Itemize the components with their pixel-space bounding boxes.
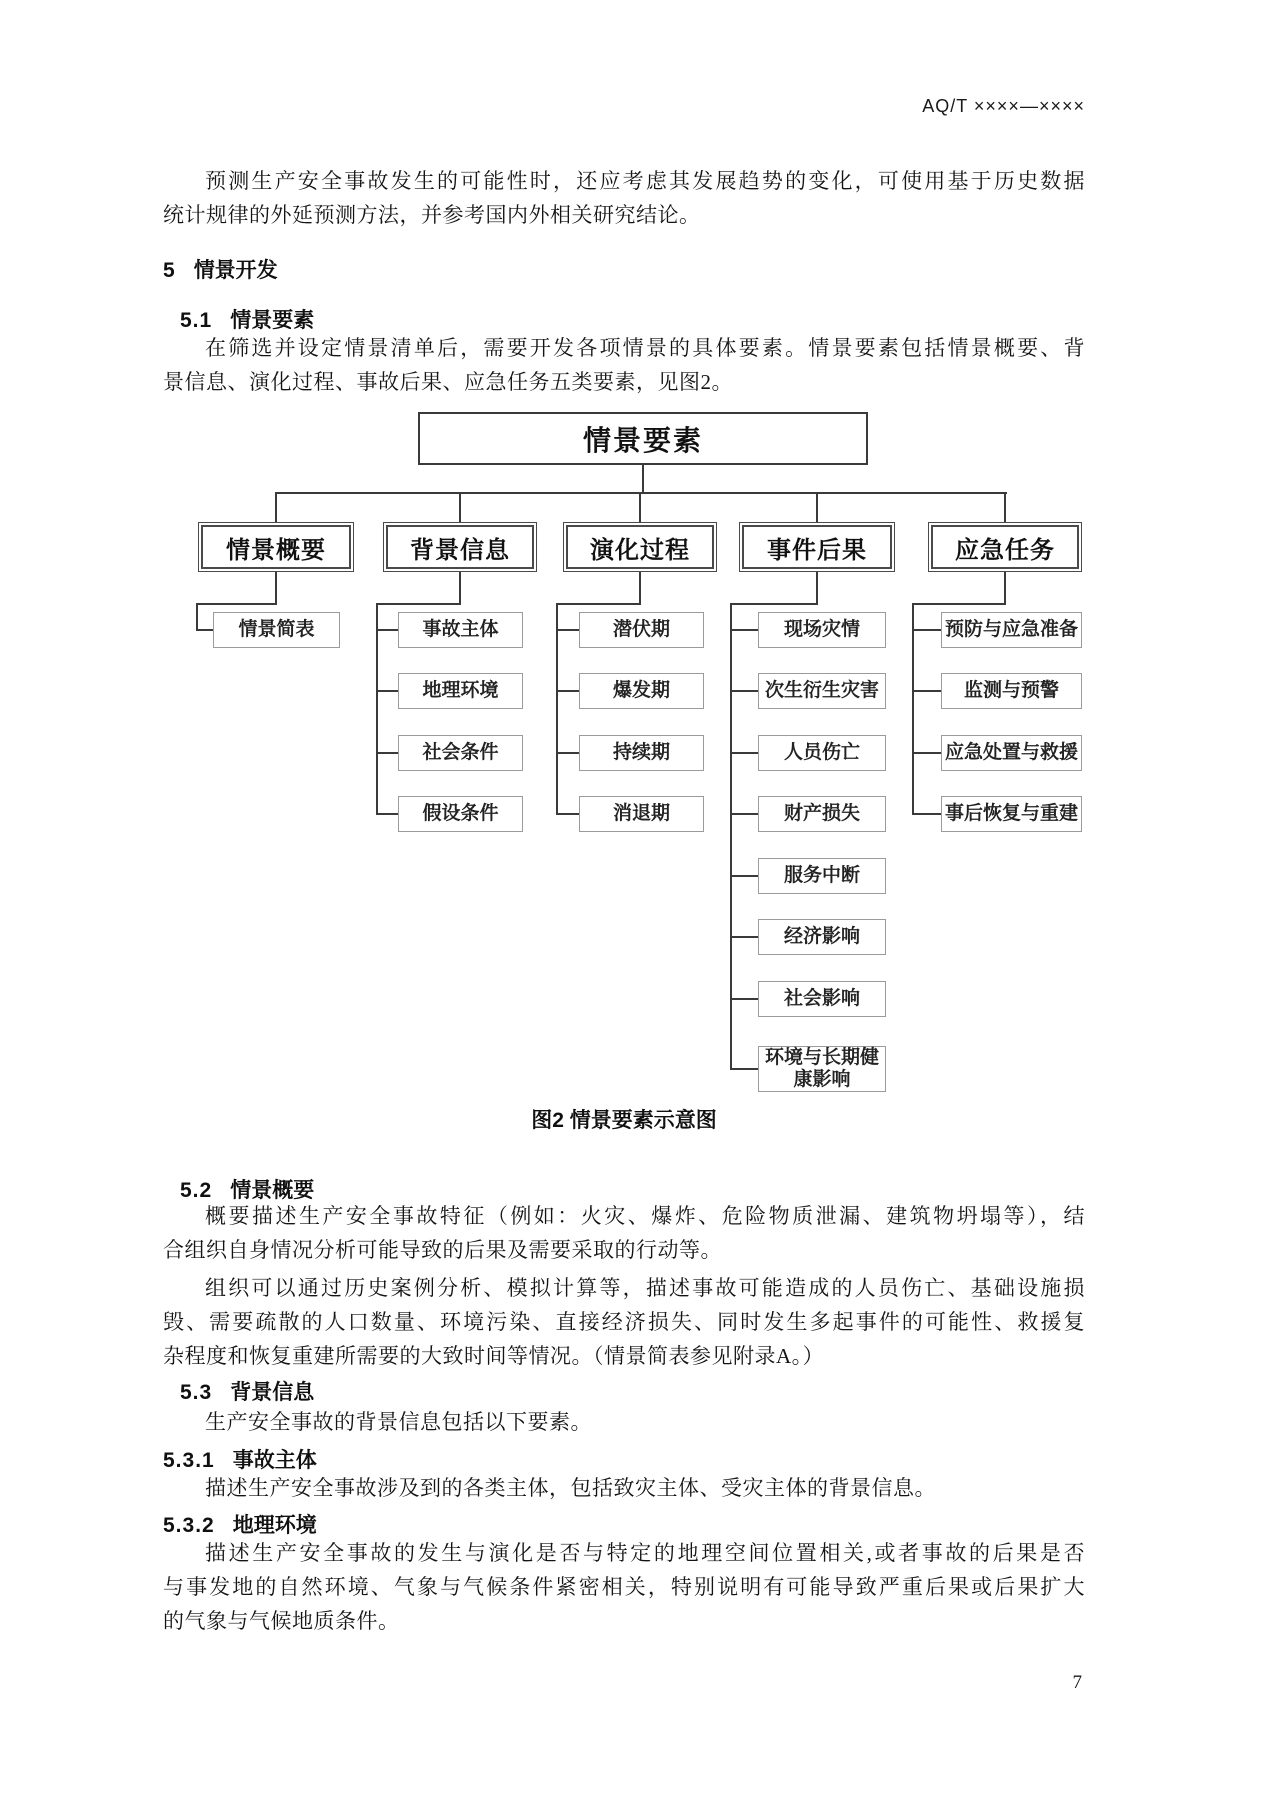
figure-leaf-node: 次生衍生灾害 [758,673,886,709]
connector [556,690,579,692]
text-line: 毁、需要疏散的人口数量、环境污染、直接经济损失、同时发生多起事件的可能性、救援复 [163,1310,1085,1334]
connector [196,629,213,631]
heading-number: 5.3.1 [163,1449,215,1472]
branch-label: 背景信息 [386,525,534,569]
connector [730,813,758,815]
connector [639,572,641,605]
heading-title: 背景信息 [230,1381,315,1404]
heading-title: 情景开发 [193,259,278,282]
connector [196,603,277,605]
figure-branch-node [383,522,537,572]
heading-title: 情景要素 [230,309,315,332]
figure-leaf-node: 人员伤亡 [758,735,886,771]
connector [912,603,914,815]
connector [730,936,758,938]
connector [376,813,398,815]
connector [816,572,818,605]
heading-title: 情景概要 [230,1179,315,1202]
connector [912,629,941,631]
figure-leaf-node: 地理环境 [398,673,523,709]
connector [912,813,941,815]
connector [275,492,1007,494]
figure-leaf-node: 经济影响 [758,919,886,955]
heading-number: 5 [163,259,176,282]
figure-leaf-node: 财产损失 [758,796,886,832]
figure-leaf-node: 消退期 [579,796,704,832]
branch-label: 应急任务 [931,525,1079,569]
figure-branch-node [928,522,1082,572]
heading-number: 5.3 [180,1381,213,1404]
connector [816,492,818,522]
connector [376,629,398,631]
text-line: 的气象与气候地质条件。 [163,1609,400,1633]
connector [730,1068,758,1070]
figure-leaf-node: 假设条件 [398,796,523,832]
connector [376,690,398,692]
figure-leaf-node: 爆发期 [579,673,704,709]
paragraph-background-info [163,1405,1085,1439]
connector [376,603,461,605]
text-line: 统计规律的外延预测方法，并参考国内外相关研究结论。 [163,203,701,227]
paragraph-summary-describe [163,1199,1085,1267]
heading-number: 5.3.2 [163,1514,215,1537]
figure-leaf-node: 事后恢复与重建 [941,796,1082,832]
connector [639,492,641,522]
heading-5-3-2 [163,1509,317,1539]
paragraph-elements-intro [163,331,1085,399]
connector [275,572,277,605]
connector [730,875,758,877]
connector [459,572,461,605]
connector [376,603,378,815]
connector [556,813,579,815]
text-line: 预测生产安全事故发生的可能性时，还应考虑其发展趋势的变化，可使用基于历史数据 [205,169,1085,193]
branch-label: 情景概要 [201,525,351,569]
figure-leaf-node: 环境与长期健康影响 [758,1046,886,1092]
figure-leaf-node: 事故主体 [398,612,523,648]
connector [1004,492,1006,522]
text-line: 描述生产安全事故的发生与演化是否与特定的地理空间位置相关,或者事故的后果是否 [205,1541,1085,1565]
connector [556,752,579,754]
text-line: 生产安全事故的背景信息包括以下要素。 [205,1410,592,1434]
heading-5-1 [180,304,314,334]
text-line: 概要描述生产安全事故特征（例如：火灾、爆炸、危险物质泄漏、建筑物坍塌等），结 [205,1204,1085,1228]
heading-5-3-1 [163,1444,317,1474]
page-number: 7 [1072,1672,1082,1693]
paragraph-accident-subject [163,1471,1085,1505]
paragraph-geo-environment [163,1536,1085,1638]
figure-branch-node [563,522,717,572]
figure-leaf-node: 持续期 [579,735,704,771]
heading-title: 事故主体 [232,1449,317,1472]
connector [275,492,277,522]
connector [730,629,758,631]
connector [376,752,398,754]
connector [556,603,558,815]
heading-number: 5.2 [180,1179,213,1202]
figure-leaf-node: 预防与应急准备 [941,612,1082,648]
heading-number: 5.1 [180,309,213,332]
connector [912,752,941,754]
heading-5-3 [180,1376,314,1406]
connector [730,998,758,1000]
figure-leaf-node: 潜伏期 [579,612,704,648]
doc-code-header: AQ/T ××××—×××× [922,96,1085,116]
paragraph-organization-method [163,1271,1085,1373]
figure-leaf-node: 社会影响 [758,981,886,1017]
connector [196,603,198,631]
text-line: 杂程度和恢复重建所需要的大致时间等情况。（情景简表参见附录A。） [163,1344,825,1368]
figure-leaf-node: 应急处置与救援 [941,735,1082,771]
connector [730,752,758,754]
connector [1004,572,1006,605]
paragraph-forecast [163,164,1085,232]
connector [642,465,644,493]
text-line: 组织可以通过历史案例分析、模拟计算等，描述事故可能造成的人员伤亡、基础设施损 [205,1276,1085,1300]
text-line: 合组织自身情况分析可能导致的后果及需要采取的行动等。 [163,1238,722,1262]
figure-leaf-node: 现场灾情 [758,612,886,648]
text-line: 在筛选并设定情景清单后，需要开发各项情景的具体要素。情景要素包括情景概要、背 [205,336,1085,360]
connector [459,492,461,522]
branch-label: 事件后果 [742,525,892,569]
text-line: 描述生产安全事故涉及到的各类主体，包括致灾主体、受灾主体的背景信息。 [205,1476,936,1500]
text-line: 与事发地的自然环境、气象与气候条件紧密相关，特别说明有可能导致严重后果或后果扩大 [163,1575,1085,1599]
connector [556,603,641,605]
figure-branch-node [739,522,895,572]
connector [730,690,758,692]
heading-title: 地理环境 [232,1514,317,1537]
figure-leaf-node: 社会条件 [398,735,523,771]
figure-caption: 图2 情景要素示意图 [531,1109,717,1132]
branch-label: 演化过程 [566,525,714,569]
figure-leaf-node: 监测与预警 [941,673,1082,709]
connector [912,603,1006,605]
connector [912,690,941,692]
figure-root-node: 情景要素 [418,412,868,465]
heading-5 [163,254,278,284]
connector [556,629,579,631]
figure-leaf-node: 服务中断 [758,858,886,894]
figure-leaf-node: 情景简表 [213,612,340,648]
connector [730,603,818,605]
figure-branch-node [198,522,354,572]
text-line: 景信息、演化过程、事故后果、应急任务五类要素，见图2。 [163,370,733,394]
